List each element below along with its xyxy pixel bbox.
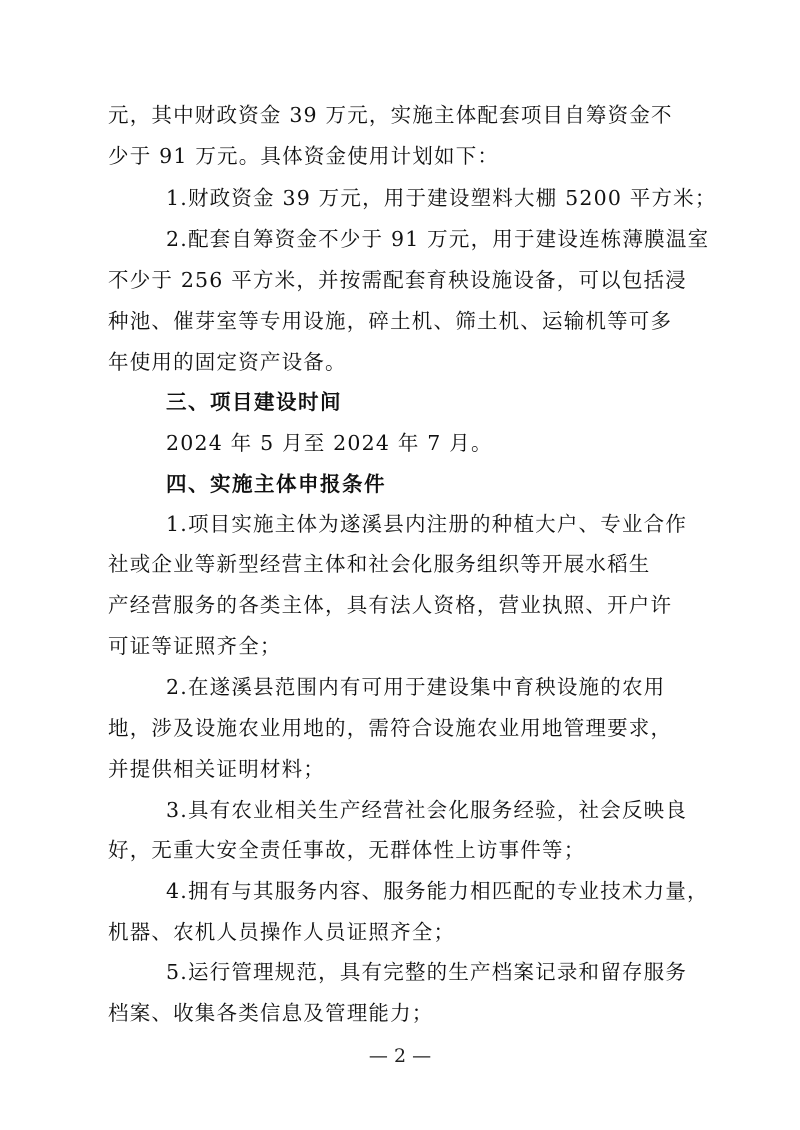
text-line: 不少于 256 平方米，并按需配套育秧设施设备，可以包括浸 [108, 268, 687, 292]
text-line: 2024 年 5 月至 2024 年 7 月。 [166, 431, 493, 455]
text-line: 档案、收集各类信息及管理能力； [108, 1001, 434, 1025]
text-line: 2.在遂溪县范围内有可用于建设集中育秧设施的农用 [166, 675, 666, 699]
text-line: 1.财政资金 39 万元，用于建设塑料大棚 5200 平方米； [166, 186, 717, 210]
text-line: 3.具有农业相关生产经营社会化服务经验，社会反映良 [166, 798, 688, 822]
text-line: 地，涉及设施农业用地的，需符合设施农业用地管理要求， [108, 716, 673, 740]
text-line: 机器、农机人员操作人员证照齐全； [108, 920, 456, 944]
text-line: 并提供相关证明材料； [108, 757, 325, 781]
text-line: 2.配套自筹资金不少于 91 万元，用于建设连栋薄膜温室 [166, 227, 710, 251]
text-line: 种池、催芽室等专用设施，碎土机、筛土机、运输机等可多 [108, 309, 673, 333]
text-line: 年使用的固定资产设备。 [108, 350, 347, 374]
text-line: 元，其中财政资金 39 万元，实施主体配套项目自筹资金不 [108, 103, 673, 127]
text-line: 4.拥有与其服务内容、服务能力相匹配的专业技术力量， [166, 879, 709, 903]
text-line: 社或企业等新型经营主体和社会化服务组织等开展水稻生 [108, 552, 651, 576]
text-line: 可证等证照齐全； [108, 634, 282, 658]
section-heading: 三、项目建设时间 [166, 390, 342, 414]
section-heading: 四、实施主体申报条件 [166, 472, 386, 496]
page-number: — 2 — [368, 1045, 432, 1067]
text-line: 5.运行管理规范，具有完整的生产档案记录和留存服务 [166, 960, 688, 984]
text-line: 少于 91 万元。具体资金使用计划如下： [108, 144, 500, 168]
text-line: 1.项目实施主体为遂溪县内注册的种植大户、专业合作 [166, 512, 688, 536]
text-line: 产经营服务的各类主体，具有法人资格，营业执照、开户许 [108, 593, 673, 617]
text-line: 好，无重大安全责任事故，无群体性上访事件等； [108, 838, 586, 862]
